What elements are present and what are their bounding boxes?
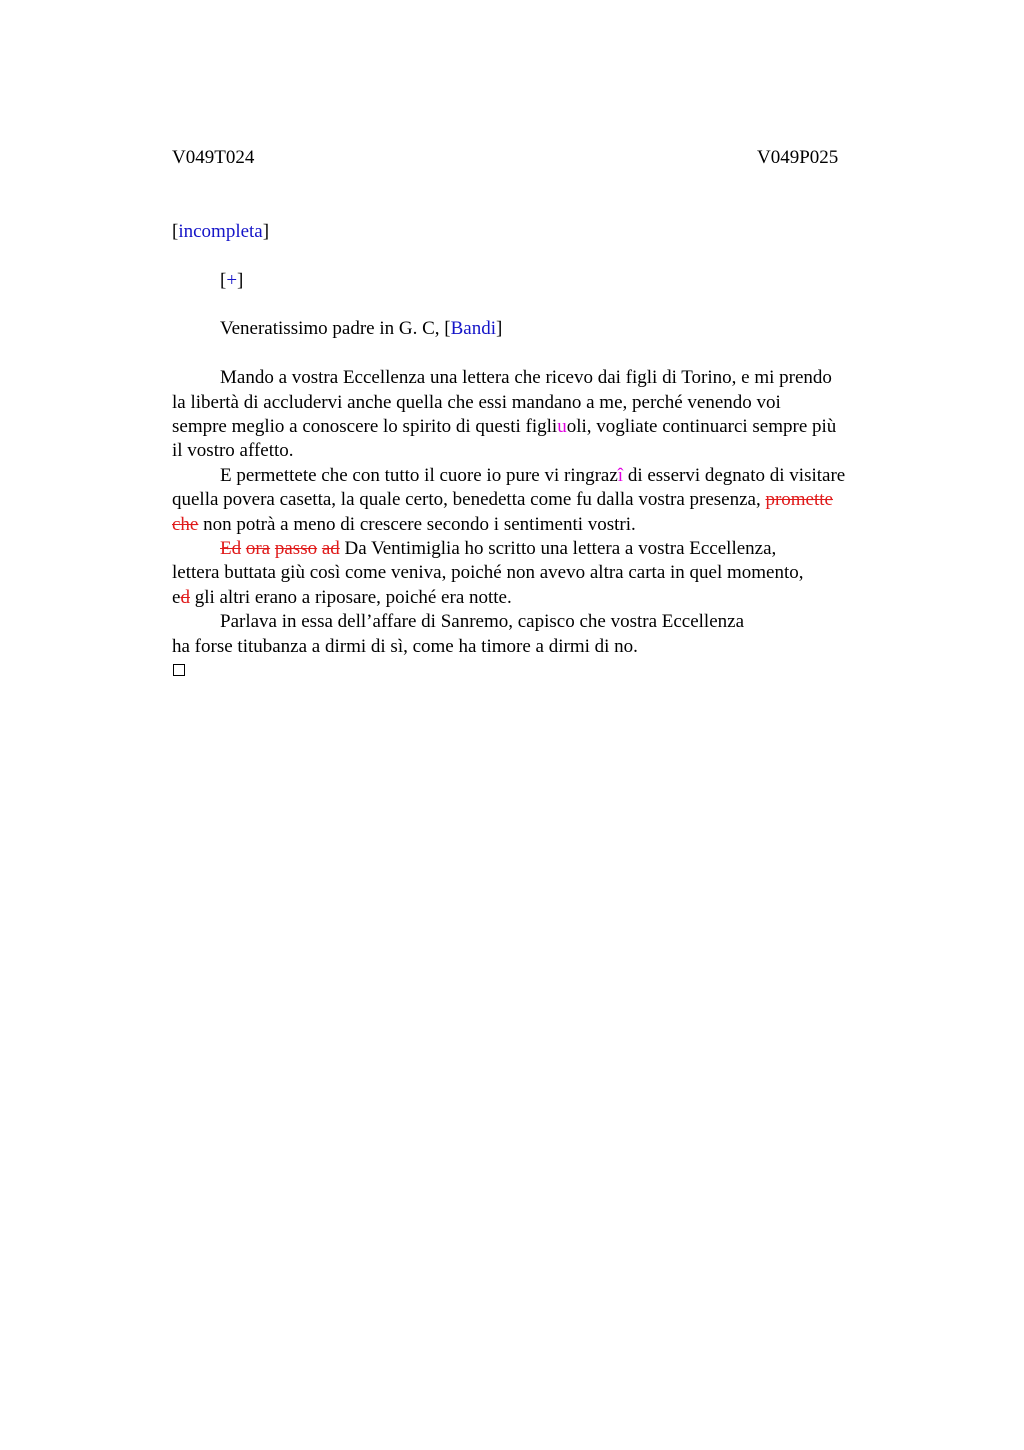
body-line-7-text: non potrà a meno di crescere secondo i sentimenti vostri.: [198, 514, 636, 535]
plus-close-bracket: ]: [237, 270, 244, 291]
status-note: [172, 221, 269, 243]
deleted-word: ad: [321, 538, 340, 559]
body-line-1: Mando a vostra Eccellenza una lettera che ricevo dai figli di Torino, e mi prendo: [220, 367, 832, 388]
body-line-3-text-b: oli, vogliate continuarci sempre più: [566, 416, 837, 437]
body-line-10-text-a: e: [172, 587, 181, 608]
deleted-word: promette: [765, 489, 833, 510]
insertion-mark: u: [557, 416, 567, 437]
body-line-5-text-a: E permettete che con tutto il cuore io pure vi ringraz: [220, 465, 618, 486]
body-line-9: lettera buttata giù così come veniva, poiché non avevo altra carta in quel momento,: [172, 562, 804, 583]
body-line-10: [172, 587, 512, 609]
deleted-word: ora: [245, 538, 271, 559]
salutation: [220, 318, 502, 340]
body-line-11: Parlava in essa dell’affare di Sanremo, capisco che vostra Eccellenza: [220, 611, 745, 632]
body-line-2: la libertà di accludervi anche quella che essi mandano a me, perché venendo voi: [172, 392, 781, 413]
left-document-code: V049T024: [172, 147, 255, 168]
insertion-mark: î: [617, 465, 624, 486]
deleted-word: che: [172, 514, 199, 535]
end-of-text-square-icon: [173, 664, 185, 676]
plus-open-bracket: [: [220, 270, 227, 291]
body-line-12: ha forse titubanza a dirmi di sì, come ha timore a dirmi di no.: [172, 636, 638, 657]
body-line-3-text-a: sempre meglio a conoscere lo spirito di questi figli: [172, 416, 558, 437]
body-line-6: [172, 489, 833, 511]
body-line-8: [220, 538, 776, 560]
salutation-close-bracket: ]: [495, 318, 503, 339]
salutation-text: Veneratissimo padre in G. C, [: [220, 318, 451, 339]
deleted-word: passo: [274, 538, 318, 559]
status-open-bracket: [: [172, 221, 179, 242]
body-line-3: [172, 416, 836, 438]
body-line-8-text: Da Ventimiglia ho scritto una lettera a vostra Eccellenza,: [339, 538, 777, 559]
body-line-10-text-b: gli altri erano a riposare, poiché era notte.: [189, 587, 512, 608]
deleted-letter: d: [180, 587, 190, 608]
body-line-5-text-b: di esservi degnato di visitare: [623, 465, 846, 486]
salutation-recipient: Bandi: [450, 318, 496, 339]
body-line-7: [172, 514, 636, 536]
status-label: incompleta: [178, 221, 263, 242]
body-line-6-text: quella povera casetta, la quale certo, benedetta come fu dalla vostra presenza,: [172, 489, 766, 510]
body-line-4: il vostro affetto.: [172, 440, 294, 461]
plus-marker: [220, 270, 243, 292]
body-line-5: [220, 465, 845, 487]
status-close-bracket: ]: [262, 221, 270, 242]
deleted-word: Ed: [220, 538, 242, 559]
right-document-code: V049P025: [757, 147, 839, 168]
plus-label: +: [226, 270, 238, 291]
